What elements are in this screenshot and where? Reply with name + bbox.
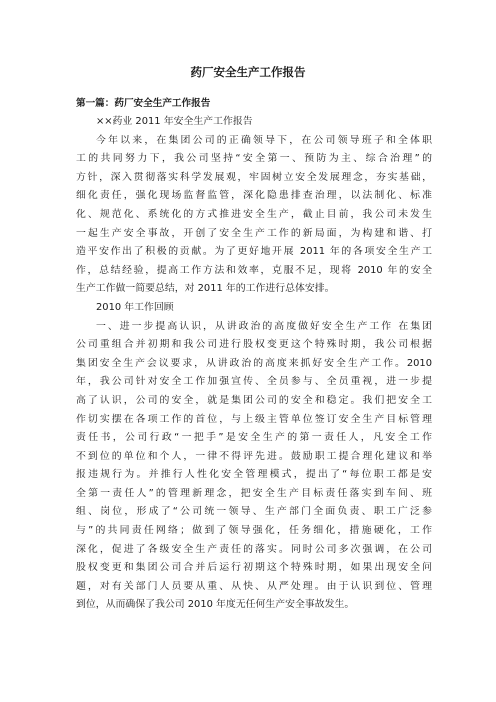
body-line: 报违规行为。并推行人性化安全管理模式，提出了“每位职工都是安 (76, 469, 432, 481)
body-line: 2010 年工作回顾 (96, 301, 174, 313)
body-line: 造平安作出了积极的贡献。为了更好地开展 2011 年的各项安全生产工 (76, 246, 432, 258)
body-line: 题，对有关部门人员要从重、从快、从严处理。由于认识到位、管理 (76, 580, 432, 592)
body-line: 工的共同努力下，我公司坚持“安全第一、预防为主、综合治理”的 (76, 153, 432, 165)
body-line: 年，我公司针对安全工作加强宣传、全员参与、全员重视，进一步提 (76, 376, 432, 388)
body-line: 组、岗位，形成了“公司统一领导、生产部门全面负责、职工广泛参 (76, 506, 432, 518)
body-line: 一、进一步提高认识，从讲政治的高度做好安全生产工作 在集团 (96, 320, 432, 332)
body-line: 集团安全生产会议要求，从讲政治的高度来抓好安全生产工作。2010 (76, 357, 432, 369)
document-title: 药厂安全生产工作报告 (190, 65, 306, 79)
report-body (76, 113, 432, 615)
body-line: 高了认识，公司的安全，就是集团公司的安全和稳定。我们把安全工 (76, 394, 432, 406)
body-line: 生产工作做一简要总结，对 2011 年的工作进行总体安排。 (76, 283, 335, 295)
body-line: 作切实摆在各项工作的首位，与上级主管单位签订安全生产目标管理 (76, 413, 432, 425)
body-line: 与”的共同责任网络；做到了领导强化，任务细化，措施硬化，工作 (76, 525, 432, 537)
body-line: 公司重组合并初期和我公司进行股权变更这个特殊时期，我公司根据 (76, 339, 432, 351)
body-line: 深化，促进了各级安全生产责任的落实。同时公司多次强调，在公司 (76, 543, 432, 555)
body-line: 不到位的单位和个人，一律不得评先进。鼓励职工提合理化建议和举 (76, 450, 432, 462)
body-line: 责任书，公司行政“一把手”是安全生产的第一责任人，凡安全工作 (76, 432, 432, 444)
body-line: ××药业 2011 年安全生产工作报告 (96, 116, 253, 127)
body-line: 全第一责任人”的管理新理念，把安全生产目标责任落实到车间、班 (76, 487, 432, 499)
body-line: 到位，从而确保了我公司 2010 年度无任何生产安全事故发生。 (76, 599, 355, 611)
body-line: 股权变更和集团公司合并后运行初期这个特殊时期，如果出现安全问 (76, 562, 432, 574)
body-line: 方针，深入贯彻落实科学发展观，牢固树立安全发展理念，夯实基础， (76, 171, 432, 183)
body-line: 作，总结经验，提高工作方法和效率，克服不足，现将 2010 年的安全 (76, 264, 432, 276)
body-line: 一起生产安全事故，开创了安全生产工作的新局面，为构建和谐、打 (76, 227, 432, 239)
body-line: 化、规范化、系统化的方式推进安全生产，截止目前，我公司未发生 (76, 208, 432, 220)
body-line: 今年以来，在集团公司的正确领导下，在公司领导班子和全体职 (96, 134, 432, 146)
section-heading: 第一篇：药厂安全生产工作报告 (76, 98, 211, 109)
body-line: 细化责任，强化现场监督监管，深化隐患排查治理，以法制化、标准 (76, 190, 432, 202)
